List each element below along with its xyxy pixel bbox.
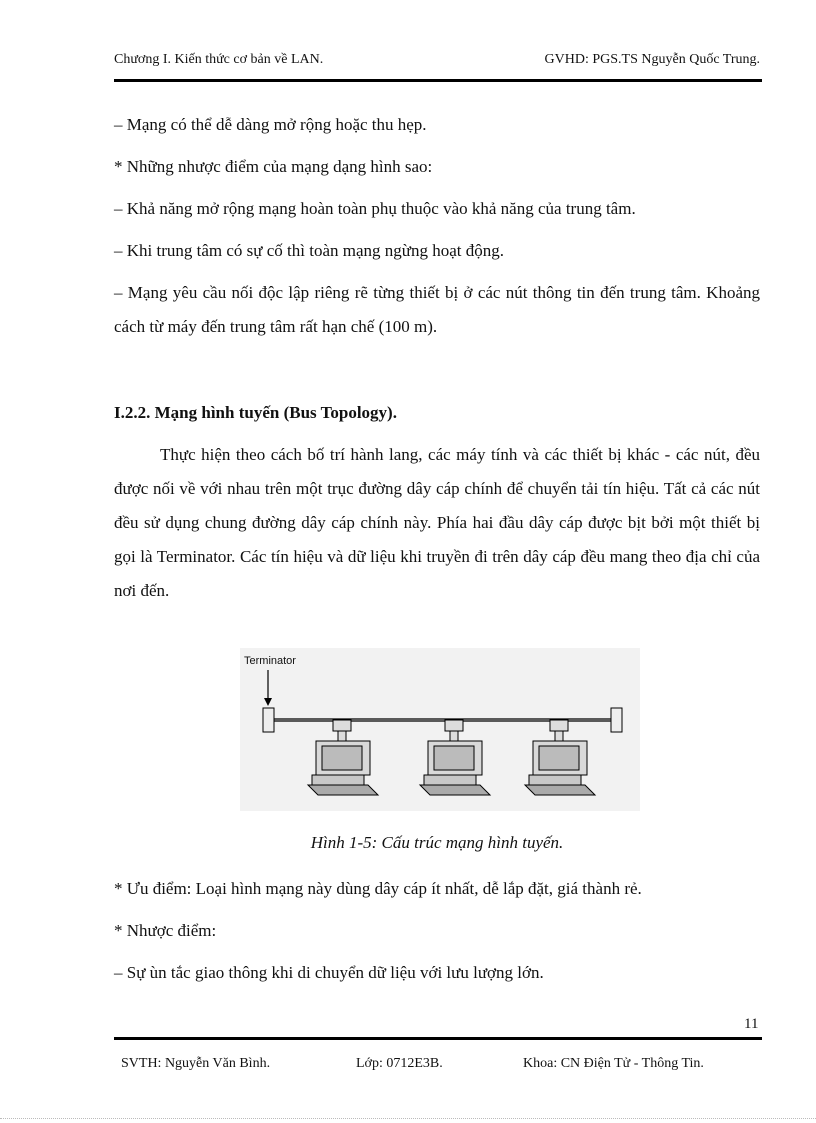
text-line: – Mạng có thể dễ dàng mở rộng hoặc thu hẹp.	[114, 115, 427, 134]
footer-rule	[114, 1037, 762, 1040]
footer-student: SVTH: Nguyễn Văn Bình.	[121, 1056, 271, 1071]
page-number: 11	[744, 1016, 759, 1032]
section-star-topology-tail	[114, 108, 760, 344]
section-bus-pros-cons	[114, 872, 760, 990]
page-border	[0, 1118, 816, 1119]
figure-caption: Hình 1-5: Cấu trúc mạng hình tuyến.	[310, 833, 564, 852]
bus-topology-figure	[240, 648, 640, 811]
header-rule	[114, 79, 762, 82]
section-bus-topology	[114, 396, 760, 608]
arrow-icon	[264, 698, 272, 706]
terminator-label: Terminator	[244, 655, 296, 667]
text-line: – Khả năng mở rộng mạng hoàn toàn phụ thuộc vào khả năng của trung tâm.	[114, 199, 636, 218]
text-line: – Khi trung tâm có sự cố thì toàn mạng ngừng hoạt động.	[114, 241, 505, 260]
terminator-right	[611, 708, 622, 732]
computer-node	[525, 720, 595, 795]
text-line: * Ưu điểm: Loại hình mạng này dùng dây cáp ít nhất, dễ lắp đặt, giá thành rẻ.	[114, 879, 642, 898]
text-line: – Sự ùn tắc giao thông khi di chuyển dữ liệu với lưu lượng lớn.	[114, 963, 544, 982]
footer-faculty: Khoa: CN Điện Tử - Thông Tin.	[523, 1056, 704, 1071]
section-heading: I.2.2. Mạng hình tuyến (Bus Topology).	[114, 403, 397, 422]
bus-diagram	[240, 648, 640, 811]
terminator-left	[263, 708, 274, 732]
footer-class: Lớp: 0712E3B.	[356, 1056, 443, 1071]
computer-node	[308, 720, 378, 795]
text-paragraph: Thực hiện theo cách bố trí hành lang, các máy tính và các thiết bị khác - các nút, đều được nối về với nhau trên một trục đường dây cáp chính để chuyển tải tín hiệu. Tất cả các nút đều sử dụng chung đường dây cáp chính này. Phía hai đầu dây cáp được bịt bởi một thiết bị gọi là Terminator. Các tín hiệu và dữ liệu khi truyền đi trên dây cáp đều mang theo địa chỉ của nơi đến.	[114, 445, 760, 600]
chapter-title: Chương I. Kiến thức cơ bản về LAN.	[114, 52, 324, 67]
text-line: * Những nhược điểm của mạng dạng hình sao:	[114, 157, 433, 176]
computer-node	[420, 720, 490, 795]
page-header	[114, 52, 760, 74]
text-line: * Nhược điểm:	[114, 921, 217, 940]
text-paragraph: – Mạng yêu cầu nối độc lập riêng rẽ từng thiết bị ở các nút thông tin đến trung tâm. Khoảng cách từ máy đến trung tâm rất hạn chế (100 m).	[114, 283, 760, 336]
advisor-name: GVHD: PGS.TS Nguyễn Quốc Trung.	[544, 52, 760, 67]
